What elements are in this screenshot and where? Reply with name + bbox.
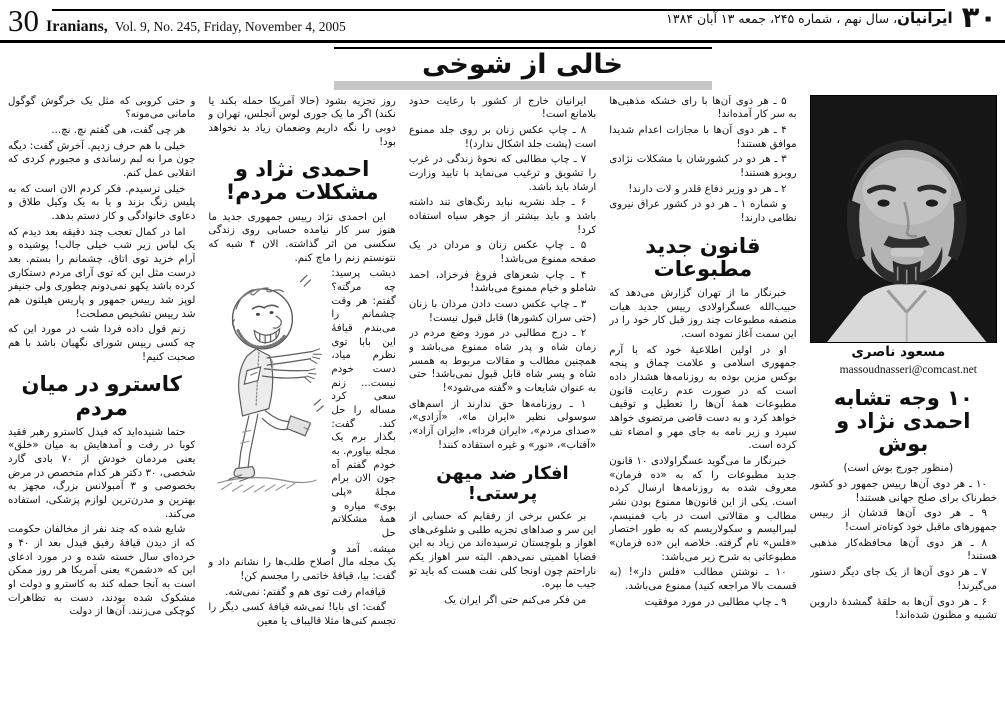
article-paragraph: قیافه‌ام رفت توی هم و گفتم: نمی‌شه. <box>225 586 386 598</box>
article-paragraph: بر عکس برخی از رفقایم که حسابی از این سر و صداهای تجزیه طلبی و شلوغی‌های اهواز و بلوچستان ترسیده‌اند من زیاد به این قضایا اهمیتی نمی‌دهم. البته سر اهواز یکم ناراحتم چون اونجا کلی نفت هست که باید تو جیب ما بپره. <box>408 511 597 591</box>
article-paragraph: شایع شده که چند نفر از مخالفان حکومت که از دیدن قیافهٔ رفیق فیدل بعد از ۴۰ و خرده‌ای سال خسته شده و در مورد ادعای این که «دشمن» یعنی آمریکا هر روز ممکن است به آنجا حمله کند به کاسترو و دولت او مشکوک شده بودند، دست به تظاهرات کوچکی می‌زنند. آن‌ها از دولت <box>8 524 196 618</box>
article-paragraph: خیلی با هم حرف زدیم. آخرش گفت: دیگه جون مرا به لبم رساندی و مجبورم کردی که انقلابی عمل کنم. <box>8 140 196 180</box>
list-item: ۴ ـ چاپ شعرهای فروغ فرخزاد، احمد شاملو و خیام ممنوع می‌باشد! <box>408 269 597 295</box>
newspaper-name-latin: Iranians, <box>46 18 108 35</box>
list-item: ۹ ـ هر دوی آن‌ها قدشان از رییس جمهورهای ماقبل خود کوتاه‌تر است! <box>809 508 997 534</box>
article-paragraph: خبرنگار ما از تهران گزارش می‌دهد که حبیب‌الله عسگراولادی رییس جدید هیات منصفه مطبوعات چند روز قبل کار خود را در این سمت آغاز نموده است. <box>609 287 797 340</box>
list-item: ۷ ـ هر دوی آن‌ها از یک جای دیگر دستور می‌گیرند! <box>809 567 997 592</box>
list-item: ۵ ـ هر دوی آن‌ها با رای خشکه مذهبی‌ها به سر کار آمده‌اند! <box>609 95 797 121</box>
article-paragraph: خیلی ترسیدم. فکر کردم الان است که به پلیس زنگ بزند و یا به یک وکیل طلاق و دعاوی خانوادگی و کار دستم بدهد. <box>8 183 196 223</box>
article-paragraph: او در اولین اطلاعیهٔ خود که با آرم جمهوری اسلامی و علامت چماق و پنجه بوکس مزین بوده به روزنامه‌ها هشدار داده است که در صورت عدم رعایت قانون مطبوعات همهٔ آن‌ها را تعطیل و توقیف خواهد کرد و به دست قاضی مرتضوی خواهد سپرد و زیر نامه به جای مهر و امضاء تف کرده است. <box>609 344 797 452</box>
list-item: ایرانیان خارج از کشور با رعایت حدود بلامانع است! <box>408 95 597 121</box>
article-paragraph: خبرنگار ما می‌گوید عسگراولادی ۱۰ قانون جدید مطبوعات را که به «ده فرمان» معروف شده به روزنامه‌ها ارسال کرده است. یکی از این قانون‌ها ممنوع بودن نشر مطالب و مقالاتی است در باب فمنیسم، لیبرالیسم و سکولاریسم که به طور اختصار «فلس» نام گرفته. خلاصه این «ده فرمان» مطبوعاتی به شرح زیر می‌باشد: <box>609 455 797 563</box>
author-photo <box>810 95 997 343</box>
list-item: و شماره ۱ ـ هر دو در کشور عراق نیروی نظامی دارند! <box>609 199 797 225</box>
list-item: ۶ ـ هر دوی آن‌ها به حلقهٔ گمشدهٔ داروین تشبیه و مظنون شده‌اند! <box>809 596 997 622</box>
list-item: ۳ ـ هر دو در کشورشان با مشکلات نژادی روبرو هستند! <box>609 154 797 180</box>
list-item: ۳ ـ چاپ عکس دست دادن مردان با زنان (حتی سران کشورها) قابل قبول نیست! <box>408 299 597 324</box>
list-item: ۵ ـ چاپ عکس زنان و مردان در یک صفحه ممنوع می‌باشد! <box>408 240 597 266</box>
article-columns <box>0 95 1005 701</box>
similarities-heading-line1: ۱۰ وجه تشابه <box>833 386 973 411</box>
column-title-box <box>334 47 712 90</box>
article-paragraph: این احمدی نژاد رییس جمهوری جدید ما هنوز سر کار نیامده حسابی روی زندگی سکسی من اثر گذاشته. الان ۴ شبه که نتونستم زنم را ماچ کنم. <box>208 211 396 264</box>
article-paragraph: زنم قول داده فردا شب در مورد این که چه کسی رییس شورای نگهبان باشد با هم صحبت کنیم! <box>8 324 196 363</box>
header-farsi <box>666 0 997 34</box>
list-item: ۶ ـ جلد نشریه نباید رنگ‌های تند داشته باشد و باید بیشتر از جوهر سیاه استفاده کرد! <box>408 197 597 236</box>
page-header <box>0 0 1005 43</box>
column-rightmost <box>810 95 997 701</box>
article-paragraph: و حتی کروبی که مثل یک خرگوش گوگول مامانی می‌مونه؟ <box>8 95 196 121</box>
list-item: ۲ ـ هر دو وزیر دفاع قلدر و لات دارند! <box>628 183 787 195</box>
issue-info-latin: Vol. 9, No. 245, Friday, November 4, 2005 <box>114 19 346 34</box>
issue-info-farsi: ، سال نهم ، شماره ۲۴۵، جمعه ۱۳ آبان ۱۳۸۴ <box>666 11 898 26</box>
article-paragraph: گفت: ای بابا! نمی‌شه قیافهٔ کسی دیگر را تجسم کنی‌ها مثلا قالیباف یا معین <box>208 602 396 628</box>
ahmadinejad-heading-line1: احمدی نژاد و <box>234 157 370 182</box>
article-paragraph: اما در کمال تعجب چند دقیقه بعد دیدم که یک لباس زیر شب خیلی جالب! پوشیده و آرام خزید توی اتاق. چشمانم را بستم. بعد درست مثل این که توی آرای مردم دستکاری کرده باشد یکهو نمی‌دونم چطوری ولی جنیفر لوپز شد رییس جمهور و پاریس هیلتون هم شد رییس تشخیص مصلحت! <box>8 226 196 320</box>
column-commandments <box>409 95 596 701</box>
similarities-heading <box>810 387 997 456</box>
list-item: ۹ ـ چاپ مطالبی در مورد موفقیت <box>644 596 787 608</box>
similarities-subnote: (منظور جورج بوش است) <box>843 463 954 475</box>
ahmadinejad-heading-line2: مشکلات مردم! <box>225 180 379 205</box>
anti-patriotic-heading: افكار ضد ميهن پرستى! <box>436 463 569 505</box>
title-gray-bar <box>334 81 712 90</box>
list-item: ۴ ـ هر دوی آن‌ها با مجازات اعدام شدیدا موافق هستند! <box>609 125 797 150</box>
column-press-law <box>609 95 796 701</box>
list-item: ۸ ـ هر دوی آن‌ها محافظه‌کار مذهبی هستند! <box>809 537 997 563</box>
column-ahmadinejad <box>208 95 395 701</box>
page-number-farsi: ۳۰ <box>961 0 997 34</box>
press-law-heading: قانون جدید مطبوعات <box>645 233 761 281</box>
ahmadinejad-caricature-illustration <box>208 269 326 541</box>
list-item: ۸ ـ چاپ عکس زنان بر روی جلد ممنوع است (پشت جلد اشکال ندارد)! <box>408 125 597 150</box>
newspaper-name-farsi: ايرانيان <box>897 9 953 27</box>
author-email: massoudnasseri@comcast.net <box>839 363 977 376</box>
list-item: ۱ ـ روزنامه‌ها حق ندارند از اسم‌های سوسولی نظیر «ایران ما»، «آزادی»، «صدای مردم»، «ایران فردا»، «ایران آزاد»، «آفتاب»، «نور» و غیره استفاده کنند! <box>408 398 597 451</box>
article-paragraph: حتما شنیده‌اید که فیدل کاسترو رهبر فقید کوبا در رفت و آمدهایش به میان «خلق» یعنی مردمان خودش از ۷۰ بادی گارد شخصی، ۳۰ دکتر هر کدام متخصص در مرض بخصوصی و ۳ آمبولانس بزرگ، مجهز به بهترین و مدرن‌ترین لوازم پزشکی، استفاده می‌کند. <box>8 426 196 520</box>
castro-heading: کاسترو در میان مردم <box>21 372 182 420</box>
header-latin <box>8 3 346 38</box>
column-castro <box>8 95 195 701</box>
article-paragraph: هر چی گفت، هی گفتم نچ. نچ... <box>51 125 186 137</box>
list-item: ۷ ـ چاپ مطالبی که نحوهٔ زندگی در غرب را تشویق و ترغیب می‌نماید با تایید وزارت ارشاد باید باشد. <box>408 154 597 193</box>
article-paragraph: میشه. آمد و یک مجله مال اصلاح طلب‌ها را نشانم داد و گفت: بیا، قیافهٔ خاتمی را مجسم کن! <box>208 543 396 583</box>
column-title: خالی از شوخی <box>422 49 623 80</box>
article-paragraph: روز تجزیه بشود (حالا آمریکا حمله بکند یا نکند) اگر ما یک جوری لوس آنجلس، تهران و دوبی را نگه داریم وضعمان زیاد بد نخواهد بود! <box>208 95 396 148</box>
list-item: ۲ ـ درج مطالبی در مورد وضع مردم در زمان شاه و پدر شاه ممنوع می‌باشد و همچنین مطالب و مقالات مربوط به همسر شاه و پسر شاه قابل قبول نمی‌باشد! حتی به عنوان شایعات و «گفته می‌شود»! <box>408 328 597 395</box>
page-number-latin: 30 <box>8 3 39 38</box>
header-bottom-rule <box>0 40 1005 43</box>
article-paragraph: من فکر می‌کنم حتی اگر ایران یک <box>444 595 587 607</box>
list-item: ۱۰ ـ هر دوی آن‌ها رییس جمهور دو کشور خطرناک برای صلح جهانی هستند! <box>809 479 997 504</box>
author-name: مسعود ناصرى <box>851 343 946 360</box>
list-item: ۱۰ ـ نوشتن مطالب «فلس دار»! (به قسمت بالا مراجعه کنید) ممنوع می‌باشد. <box>609 567 797 593</box>
ahmadinejad-heading <box>208 158 395 204</box>
similarities-heading-line2: احمدی نژاد و بوش <box>836 409 971 457</box>
article-paragraph: دیشب پرسید: چه مرگته؟ گفتم: هر وقت چشمانم را می‌بندم قیافهٔ این بابا توی نظرم میاد، دست خودم نیست... زنم سعی کرد مساله را حل کند. گفت: بگذار برم یک مجله بیاورم. به خودم گفتم اَه جون الان برام مجلهٔ «پلی بوی» میاره و همهٔ مشکلاتم حل <box>331 268 396 540</box>
